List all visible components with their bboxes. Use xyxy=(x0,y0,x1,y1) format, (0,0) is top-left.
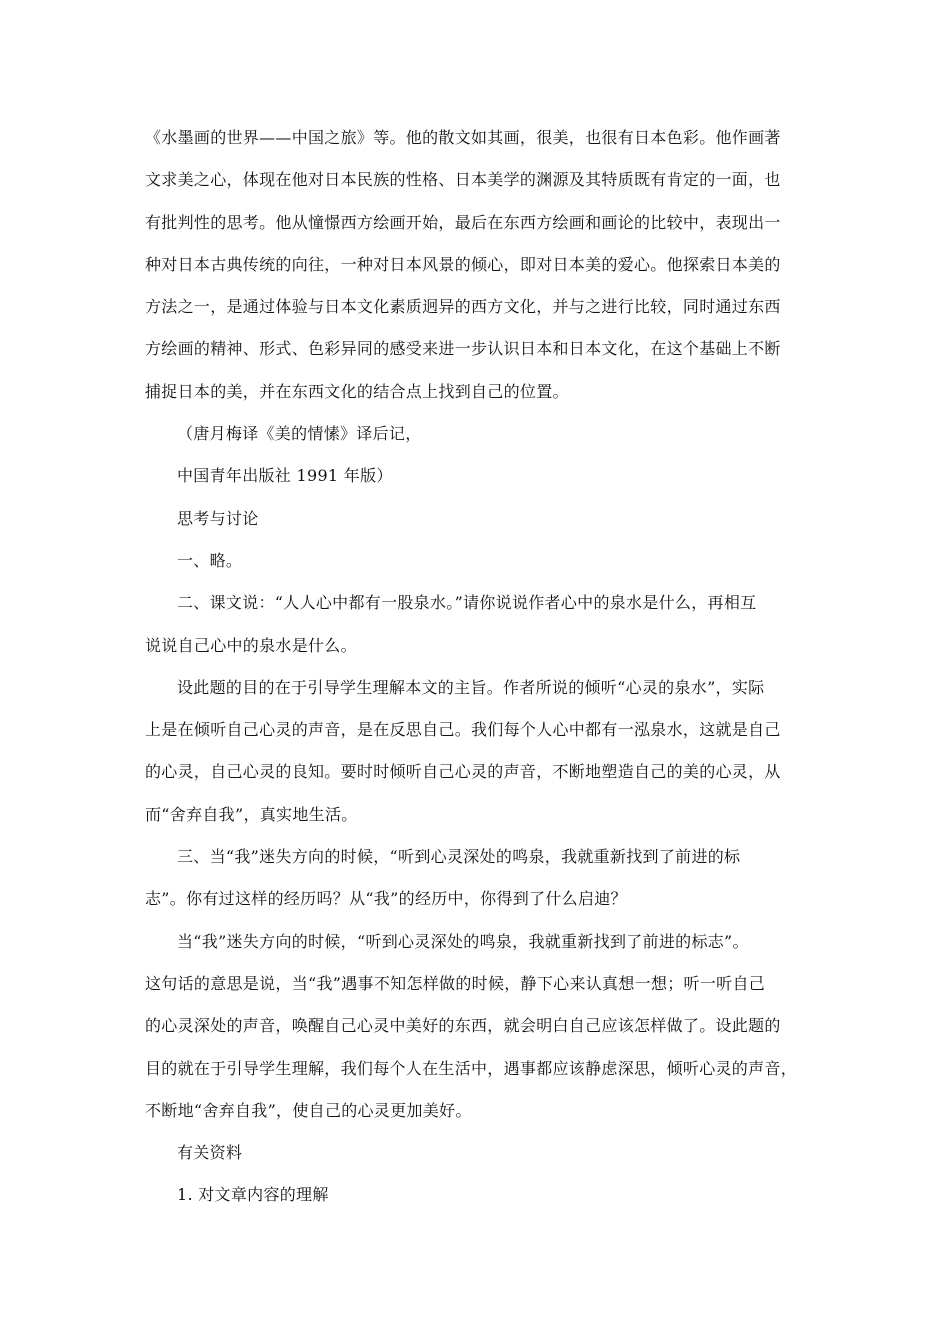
paragraph-line: 方绘画的精神、形式、色彩异同的感受来进一步认识日本和日本文化，在这个基础上不断 xyxy=(145,339,781,359)
answer-line: 而“舍弃自我”，真实地生活。 xyxy=(145,804,358,824)
answer-line: 设此题的目的在于引导学生理解本文的主旨。作者所说的倾听“心灵的泉水”，实际 xyxy=(177,677,765,697)
paragraph-line: 有批判性的思考。他从憧憬西方绘画开始，最后在东西方绘画和画论的比较中，表现出一 xyxy=(145,212,781,232)
answer-line: 当“我”迷失方向的时候，“听到心灵深处的鸣泉，我就重新找到了前进的标志”。 xyxy=(177,931,749,951)
paragraph-line: 种对日本古典传统的向往，一种对日本风景的倾心，即对日本美的爱心。他探索日本美的 xyxy=(145,254,781,274)
question-line: 说说自己心中的泉水是什么。 xyxy=(145,635,357,655)
answer-line: 的心灵，自己心灵的良知。要时时倾听自己心灵的声音，不断地塑造自己的美的心灵，从 xyxy=(145,762,781,782)
citation-line: （唐月梅译《美的情愫》译后记， xyxy=(177,424,422,444)
paragraph-line: 方法之一，是通过体验与日本文化素质迥异的西方文化，并与之进行比较，同时通过东西 xyxy=(145,297,781,317)
subsection-heading: 1. 对文章内容的理解 xyxy=(177,1185,329,1205)
paragraph-line: 《水墨画的世界——中国之旅》等。他的散文如其画，很美，也很有日本色彩。他作画著 xyxy=(145,128,781,147)
question-line: 二、课文说：“人人心中都有一股泉水。”请你说说作者心中的泉水是什么，再相互 xyxy=(177,593,757,613)
section-heading: 有关资料 xyxy=(177,1143,243,1163)
paragraph-line: 捕捉日本的美，并在东西文化的结合点上找到自己的位置。 xyxy=(145,381,569,401)
answer-line: 不断地“舍弃自我”，使自己的心灵更加美好。 xyxy=(145,1100,472,1120)
answer-line: 的心灵深处的声音，唤醒自己心灵中美好的东西，就会明白自己应该怎样做了。设此题的 xyxy=(145,1016,781,1036)
question-line: 志”。你有过这样的经历吗？从“我”的经历中，你得到了什么启迪？ xyxy=(145,889,627,909)
question-line: 三、当“我”迷失方向的时候，“听到心灵深处的鸣泉，我就重新找到了前进的标 xyxy=(177,847,741,867)
answer-line: 这句话的意思是说，当“我”遇事不知怎样做的时候，静下心来认真想一想；听一听自己 xyxy=(145,973,766,993)
answer-line: 上是在倾听自己心灵的声音，是在反思自己。我们每个人心中都有一泓泉水，这就是自己 xyxy=(145,720,781,740)
section-heading: 思考与讨论 xyxy=(177,508,259,528)
paragraph-line: 文求美之心，体现在他对日本民族的性格、日本美学的渊源及其特质既有肯定的一面，也 xyxy=(145,170,781,190)
document-body xyxy=(145,117,810,1217)
answer-line: 目的就在于引导学生理解，我们每个人在生活中，遇事都应该静虑深思，倾听心灵的声音， xyxy=(145,1058,798,1078)
question-line: 一、略。 xyxy=(177,550,243,570)
citation-line: 中国青年出版社 1991 年版） xyxy=(177,466,393,486)
